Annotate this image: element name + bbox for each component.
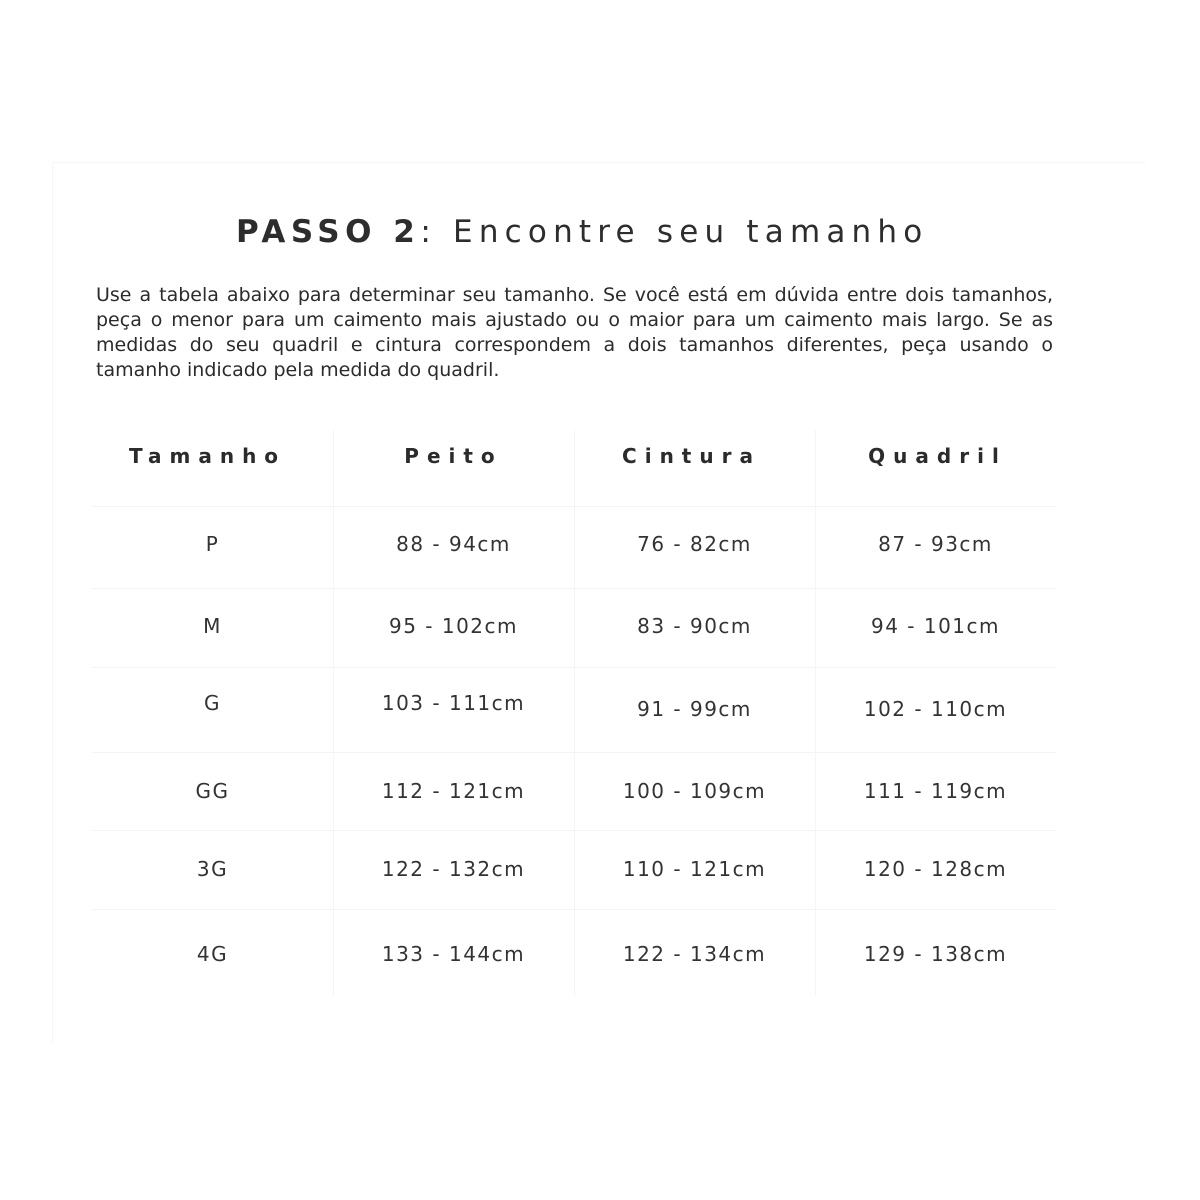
cell-peito: 103 - 111cm — [381, 691, 526, 715]
cell-size: G — [204, 691, 221, 715]
cell-size: 3G — [196, 857, 229, 881]
title-step: PASSO 2 — [236, 214, 421, 250]
page-title — [236, 214, 1036, 250]
cell-cintura: 76 - 82cm — [637, 532, 752, 556]
cell-peito: 133 - 144cm — [381, 942, 526, 966]
cell-quadril: 111 - 119cm — [863, 779, 1008, 803]
title-text: : Encontre seu tamanho — [420, 214, 929, 250]
size-table — [92, 430, 1056, 996]
cell-size: M — [203, 614, 222, 638]
cell-peito: 122 - 132cm — [381, 857, 526, 881]
intro-paragraph: Use a tabela abaixo para determinar seu tamanho. Se você está em dúvida entre dois tamanhos, peça o menor para um caimento mais ajustado ou o maior para um caimento mais largo. Se as medidas do seu quadril e cintura correspondem a dois tamanhos diferentes, peça usando o tamanho indicado pela medida do quadril. — [96, 284, 1053, 381]
cell-quadril: 94 - 101cm — [870, 614, 1001, 638]
cell-peito: 112 - 121cm — [381, 779, 526, 803]
cell-quadril: 129 - 138cm — [863, 942, 1008, 966]
cell-peito: 88 - 94cm — [396, 532, 511, 556]
cell-quadril: 102 - 110cm — [863, 697, 1008, 721]
header-peito: Peito — [404, 444, 503, 468]
cell-cintura: 100 - 109cm — [622, 779, 767, 803]
cell-size: 4G — [196, 942, 229, 966]
cell-cintura: 83 - 90cm — [637, 614, 752, 638]
cell-quadril: 120 - 128cm — [863, 857, 1008, 881]
cell-quadril: 87 - 93cm — [878, 532, 993, 556]
cell-cintura: 91 - 99cm — [637, 697, 752, 721]
cell-cintura: 110 - 121cm — [622, 857, 767, 881]
cell-size: GG — [195, 779, 230, 803]
header-tamanho: Tamanho — [128, 444, 287, 468]
cell-size: P — [205, 532, 220, 556]
header-quadril: Quadril — [868, 444, 1007, 468]
cell-cintura: 122 - 134cm — [622, 942, 767, 966]
header-cintura: Cintura — [622, 444, 761, 468]
cell-peito: 95 - 102cm — [388, 614, 519, 638]
